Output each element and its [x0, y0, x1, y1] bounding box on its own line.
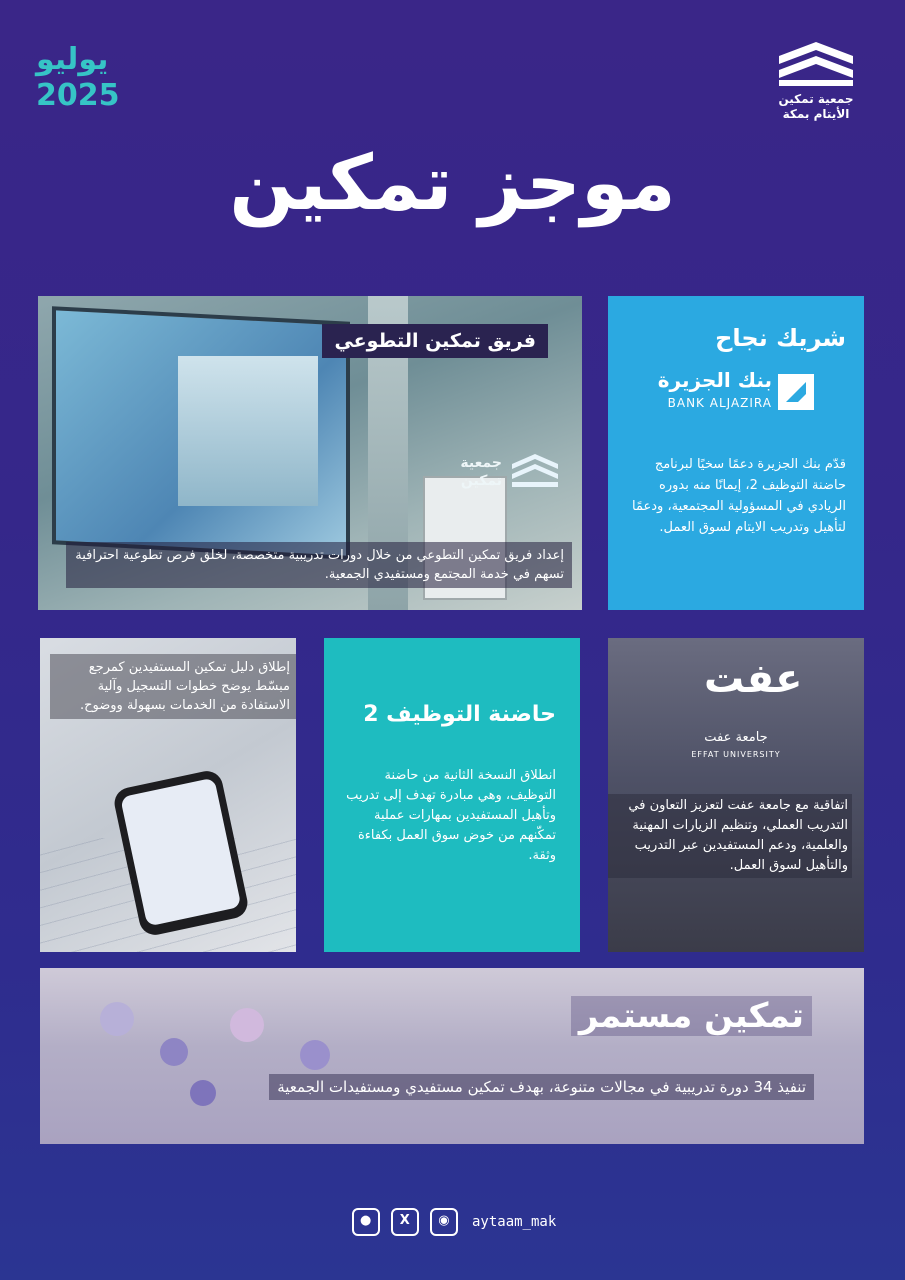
issue-month: يوليو: [36, 42, 109, 77]
employment-incubator-heading: حاضنة التوظيف 2: [363, 702, 556, 727]
beneficiary-guide-card: [40, 638, 296, 952]
success-partner-card: [608, 296, 864, 610]
wall-logo-line2: تمكين: [460, 473, 502, 489]
volunteer-team-description: إعداد فريق تمكين التطوعي من خلال دورات تدريبية متخصصة، لخلق فرص تطوعية احترافية تسهم في خدمة المجتمع ومستفيدي الجمعية.: [66, 542, 572, 588]
effat-name-arabic: جامعة عفت: [704, 730, 768, 745]
wall-logo-text: [460, 454, 502, 490]
effat-university-card: [608, 638, 864, 952]
display-screen-panel: [178, 356, 318, 506]
snapchat-icon[interactable]: ●: [352, 1208, 380, 1236]
employment-incubator-description: انطلاق النسخة الثانية من حاضنة التوظيف، وهي مبادرة تهدف إلى تدريب وتأهيل المستفيدين بمهارات عملية تمكّنهم من خوض سوق العمل بكفاءة وثقة.: [346, 768, 556, 863]
success-partner-heading: شريك نجاح: [715, 324, 846, 352]
decoration-flower: [230, 1008, 264, 1042]
volunteer-team-tag: فريق تمكين التطوعي: [322, 324, 548, 358]
org-logo: [771, 42, 861, 122]
phone-screen: [120, 777, 241, 926]
page-title: موجز تمكين: [229, 138, 676, 227]
org-logo-icon: [779, 42, 853, 86]
bank-name-english: BANK ALJAZIRA: [667, 396, 772, 410]
effat-name-english: EFFAT UNIVERSITY: [691, 750, 781, 759]
social-footer: [0, 1208, 905, 1236]
employment-incubator-card: [324, 638, 580, 952]
wall-logo: [428, 448, 558, 496]
x-icon[interactable]: X: [391, 1208, 419, 1236]
continuous-empowerment-heading: تمكين مستمر: [571, 996, 812, 1036]
bank-aljazira-logo-icon: [778, 374, 814, 410]
beneficiary-guide-description: إطلاق دليل تمكين المستفيدين كمرجع مبسّط يوضح خطوات التسجيل وآلية الاستفادة من الخدمات بسهولة ووضوح.: [50, 654, 296, 719]
effat-emblem-logo: عفت: [704, 656, 803, 702]
continuous-empowerment-description: تنفيذ 34 دورة تدريبية في مجالات متنوعة، بهدف تمكين مستفيدي ومستفيدات الجمعية: [269, 1074, 814, 1100]
volunteer-team-card: [38, 296, 582, 610]
success-partner-description: قدّم بنك الجزيرة دعمًا سخيًا لبرنامج حاضنة التوظيف 2، إيمانًا منه بدوره الريادي في المسؤولية المجتمعية، ودعمًا لتأهيل وتدريب الايتام لسوق العمل.: [632, 457, 846, 535]
org-name-line1: جمعية تمكين: [778, 92, 854, 106]
issue-date: [36, 42, 156, 114]
org-name-line2: الأيتام بمكة: [782, 107, 850, 121]
issue-year: 2025: [36, 78, 120, 113]
social-handle[interactable]: aytaam_mak: [471, 1214, 557, 1230]
decoration-flower: [190, 1080, 216, 1106]
wall-logo-icon: [512, 454, 558, 488]
decoration-flower: [300, 1040, 330, 1070]
wall-logo-line1: جمعية: [460, 455, 502, 471]
org-name: [771, 92, 861, 122]
effat-agreement-description: اتفاقية مع جامعة عفت لتعزيز التعاون في التدريب العملي، وتنظيم الزيارات المهنية والعلمية، ودعم المستفيدين عبر التدريب والتأهيل لسوق العمل.: [608, 794, 852, 878]
bank-name-arabic: بنك الجزيرة: [657, 368, 772, 392]
decoration-flower: [100, 1002, 134, 1036]
decoration-flower: [160, 1038, 188, 1066]
continuous-empowerment-card: [40, 968, 864, 1144]
instagram-icon[interactable]: ◉: [430, 1208, 458, 1236]
